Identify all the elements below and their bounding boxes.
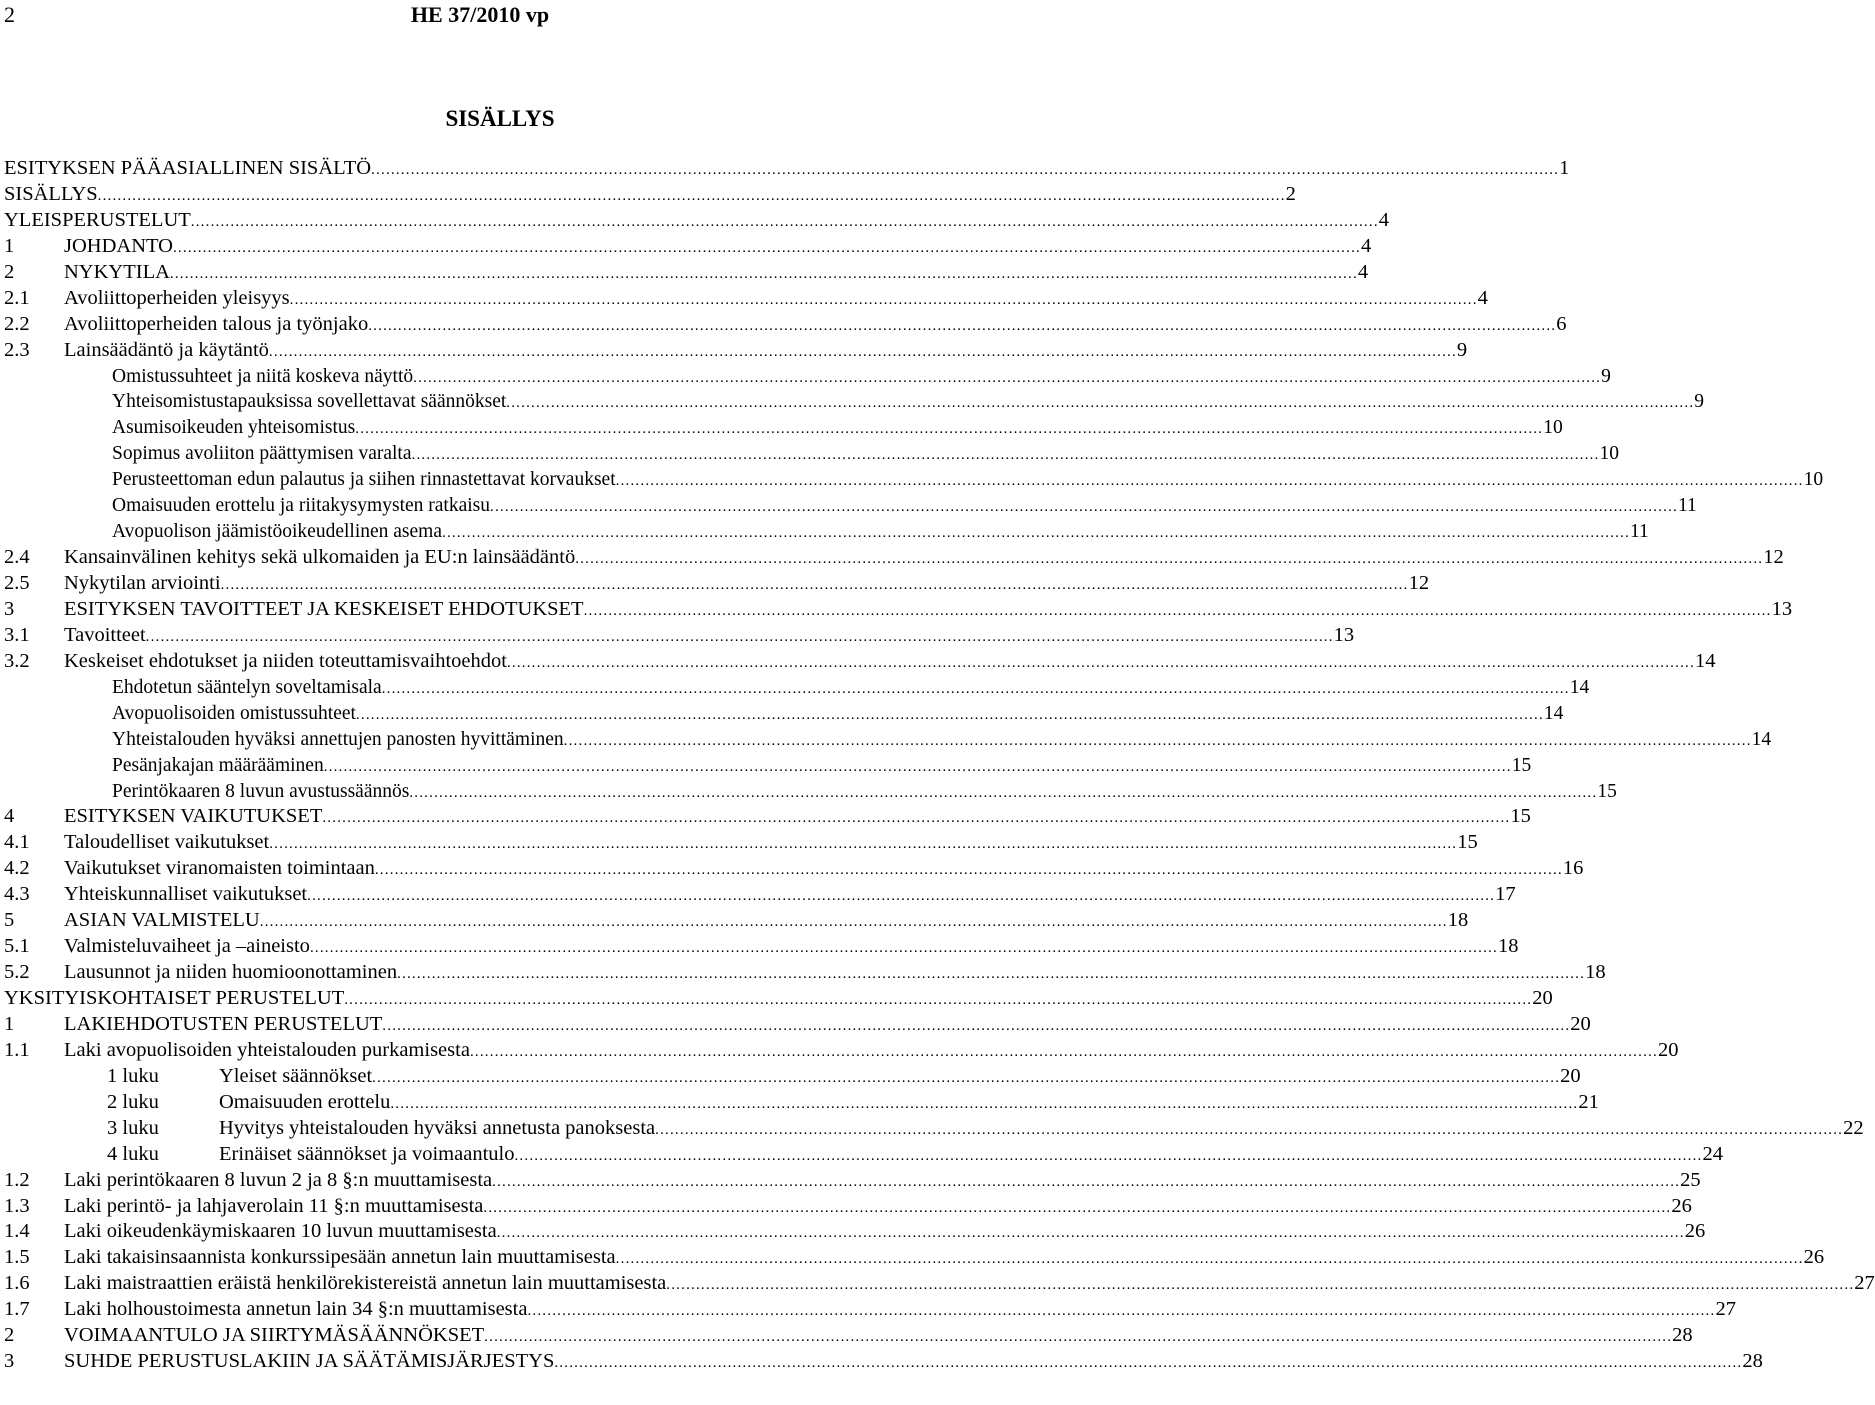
toc-entry[interactable] bbox=[4, 338, 1468, 364]
toc-entry-title: Omaisuuden erottelu ja riitakysymysten ratkaisu bbox=[112, 495, 490, 517]
toc-entry-page: 15 bbox=[1511, 754, 1532, 776]
toc-entry-title: Avopuolisoiden omistussuhteet bbox=[112, 702, 356, 724]
dot-leader bbox=[290, 288, 1478, 314]
toc-entry-page: 9 bbox=[1694, 391, 1705, 413]
toc-entry[interactable] bbox=[4, 1142, 1723, 1168]
toc-entry[interactable] bbox=[4, 493, 1697, 519]
toc-entry-page: 15 bbox=[1510, 805, 1531, 828]
toc-entry-number: 3 bbox=[4, 597, 15, 620]
dot-leader bbox=[173, 236, 1361, 262]
toc-entry[interactable] bbox=[4, 1323, 1693, 1349]
toc-entry-page: 4 bbox=[1360, 234, 1372, 257]
dot-leader bbox=[409, 781, 1597, 807]
toc-entry-page: 13 bbox=[1333, 623, 1355, 646]
toc-entry-page: 27 bbox=[1715, 1298, 1736, 1321]
dot-leader bbox=[371, 158, 1559, 184]
toc-entry-title: Perintökaaren 8 luvun avustussäännös bbox=[112, 780, 410, 802]
table-of-contents bbox=[4, 156, 1875, 1375]
toc-entry-title: Tavoitteet bbox=[64, 623, 146, 646]
dot-leader bbox=[507, 651, 1695, 677]
toc-entry-number: 3.1 bbox=[4, 623, 30, 646]
toc-entry-number: 2.2 bbox=[4, 312, 30, 335]
toc-entry-number: 1.6 bbox=[4, 1272, 30, 1295]
toc-entry[interactable] bbox=[4, 1349, 1763, 1375]
dot-leader bbox=[413, 366, 1601, 392]
toc-entry-title: Taloudelliset vaikutukset bbox=[64, 831, 270, 854]
toc-entry[interactable] bbox=[4, 571, 1430, 597]
toc-entry[interactable] bbox=[4, 1271, 1875, 1297]
dot-leader bbox=[382, 677, 1570, 703]
dot-leader bbox=[356, 703, 1544, 729]
toc-entry-page: 20 bbox=[1560, 1064, 1581, 1087]
toc-entry-title: Lausunnot ja niiden huomioonottaminen bbox=[64, 961, 398, 984]
toc-entry-page: 15 bbox=[1597, 780, 1617, 802]
toc-entry[interactable] bbox=[4, 234, 1372, 260]
toc-entry[interactable] bbox=[4, 1168, 1701, 1194]
toc-entry-title: YKSITYISKOHTAISET PERUSTELUT bbox=[4, 987, 345, 1009]
toc-entry-title: SISÄLLYS bbox=[4, 182, 98, 205]
dot-leader bbox=[666, 1273, 1854, 1299]
dot-leader bbox=[269, 340, 1457, 366]
toc-entry[interactable] bbox=[4, 286, 1488, 312]
toc-entry-number: 1.1 bbox=[4, 1038, 30, 1061]
dot-leader bbox=[269, 832, 1457, 858]
toc-entry-number: 2 luku bbox=[107, 1090, 159, 1113]
toc-entry[interactable] bbox=[4, 649, 1716, 675]
toc-entry[interactable] bbox=[4, 312, 1567, 338]
toc-entry-number: 1 bbox=[4, 234, 15, 257]
dot-leader bbox=[382, 1014, 1570, 1040]
toc-entry-number: 4 luku bbox=[107, 1142, 159, 1165]
toc-entry[interactable] bbox=[4, 856, 1584, 882]
toc-entry-page: 26 bbox=[1671, 1194, 1692, 1217]
toc-entry-title: NYKYTILA bbox=[64, 260, 170, 283]
toc-entry-page: 18 bbox=[1585, 961, 1606, 984]
dot-leader bbox=[310, 936, 1498, 962]
toc-entry-number: 1 luku bbox=[107, 1064, 159, 1087]
dot-leader bbox=[146, 625, 1334, 651]
toc-entry[interactable] bbox=[4, 389, 1705, 415]
toc-entry-title: Avopuolison jäämistöoikeudellinen asema bbox=[112, 521, 442, 543]
toc-entry-number: 5.2 bbox=[4, 961, 30, 984]
toc-entry-page: 14 bbox=[1694, 649, 1716, 672]
toc-entry-page: 26 bbox=[1684, 1220, 1706, 1243]
dot-leader bbox=[483, 1196, 1671, 1222]
dot-leader bbox=[324, 755, 1512, 781]
toc-entry[interactable] bbox=[4, 986, 1553, 1012]
toc-entry[interactable] bbox=[4, 830, 1478, 856]
toc-entry-page: 28 bbox=[1742, 1350, 1763, 1373]
toc-entry-title: ESITYKSEN VAIKUTUKSET bbox=[64, 805, 323, 828]
toc-entry-page: 17 bbox=[1495, 883, 1516, 906]
toc-entry[interactable] bbox=[4, 804, 1531, 830]
page-header bbox=[0, 0, 960, 30]
page-number: 2 bbox=[4, 2, 15, 27]
toc-entry-title: Nykytilan arviointi bbox=[64, 572, 221, 594]
toc-entry-title: Perusteettoman edun palautus ja siihen rinnastettavat korvaukset bbox=[112, 469, 616, 491]
toc-entry-title: Kansainvälinen kehitys sekä ulkomaiden ja EU:n lainsäädäntö bbox=[64, 546, 576, 569]
document-id: HE 37/2010 vp bbox=[410, 2, 550, 27]
toc-entry-page: 20 bbox=[1570, 1012, 1591, 1035]
toc-entry-page: 10 bbox=[1599, 443, 1619, 465]
dot-leader bbox=[170, 262, 1358, 288]
toc-entry[interactable] bbox=[4, 519, 1649, 545]
toc-entry[interactable] bbox=[4, 1064, 1581, 1090]
toc-entry[interactable] bbox=[4, 753, 1532, 779]
toc-entry-page: 18 bbox=[1447, 909, 1469, 932]
dot-leader bbox=[490, 495, 1678, 521]
toc-entry-title: YLEISPERUSTELUT bbox=[4, 208, 191, 231]
dot-leader bbox=[344, 988, 1532, 1014]
toc-entry-number: 2 bbox=[4, 260, 15, 283]
toc-entry-number: 4 bbox=[4, 805, 15, 828]
toc-entry-title: Hyvitys yhteistalouden hyväksi annetusta panoksesta bbox=[219, 1116, 656, 1139]
toc-entry-page: 20 bbox=[1657, 1038, 1679, 1061]
dot-leader bbox=[412, 443, 1600, 469]
toc-entry[interactable] bbox=[4, 1219, 1706, 1245]
toc-entry-number: 3 bbox=[4, 1350, 15, 1373]
toc-entry-page: 9 bbox=[1456, 338, 1468, 361]
toc-entry[interactable] bbox=[4, 208, 1390, 234]
toc-entry[interactable] bbox=[4, 1012, 1591, 1038]
toc-entry-page: 18 bbox=[1497, 935, 1519, 958]
dot-leader bbox=[554, 1351, 1742, 1377]
toc-entry[interactable] bbox=[4, 1297, 1736, 1323]
dot-leader bbox=[564, 729, 1752, 755]
toc-entry-number: 5.1 bbox=[4, 935, 30, 958]
toc-entry[interactable] bbox=[4, 1245, 1825, 1271]
toc-entry-title: Laki oikeudenkäymiskaaren 10 luvun muuttamisesta bbox=[64, 1220, 497, 1243]
toc-entry[interactable] bbox=[4, 364, 1611, 390]
toc-entry-page: 4 bbox=[1378, 208, 1390, 231]
toc-entry-page: 24 bbox=[1702, 1142, 1723, 1165]
dot-leader bbox=[355, 417, 1543, 443]
page-title: SISÄLLYS bbox=[445, 106, 555, 131]
toc-entry-page: 21 bbox=[1578, 1090, 1599, 1113]
dot-leader bbox=[191, 210, 1379, 236]
toc-entry-number: 4.3 bbox=[4, 883, 30, 906]
toc-entry-number: 5 bbox=[4, 909, 15, 932]
dot-leader bbox=[484, 1325, 1672, 1351]
toc-entry-page: 6 bbox=[1556, 312, 1567, 335]
toc-entry-number: 4.2 bbox=[4, 857, 30, 880]
toc-entry[interactable] bbox=[4, 597, 1793, 623]
toc-entry[interactable] bbox=[4, 415, 1563, 441]
dot-leader bbox=[368, 314, 1556, 340]
toc-entry-number: 2.5 bbox=[4, 572, 30, 594]
toc-entry-title: Erinäiset säännökset ja voimaantulo bbox=[219, 1142, 515, 1165]
toc-entry-page: 4 bbox=[1477, 286, 1488, 309]
toc-entry[interactable] bbox=[4, 882, 1516, 908]
dot-leader bbox=[527, 1299, 1715, 1325]
toc-entry-title: Laki perintö- ja lahjaverolain 11 §:n muuttamisesta bbox=[64, 1194, 484, 1217]
toc-entry[interactable] bbox=[4, 260, 1369, 286]
toc-entry-page: 25 bbox=[1680, 1168, 1701, 1191]
toc-entry-page: 14 bbox=[1543, 702, 1564, 724]
toc-entry[interactable] bbox=[4, 727, 1772, 753]
toc-entry-title: ESITYKSEN TAVOITTEET JA KESKEISET EHDOTUKSET bbox=[64, 597, 584, 620]
dot-leader bbox=[375, 858, 1563, 884]
toc-entry-number: 2.1 bbox=[4, 286, 30, 309]
toc-entry[interactable] bbox=[4, 623, 1355, 649]
toc-entry-page: 12 bbox=[1763, 546, 1784, 569]
toc-entry-page: 16 bbox=[1562, 857, 1584, 880]
dot-leader bbox=[497, 1221, 1685, 1247]
dot-leader bbox=[655, 1118, 1843, 1144]
toc-entry[interactable] bbox=[4, 779, 1617, 805]
toc-entry[interactable] bbox=[4, 467, 1824, 493]
toc-entry[interactable] bbox=[4, 545, 1784, 571]
toc-entry[interactable] bbox=[4, 1038, 1679, 1064]
toc-entry-title: ASIAN VALMISTELU bbox=[64, 909, 260, 932]
toc-entry[interactable] bbox=[4, 156, 1570, 182]
dot-leader bbox=[98, 184, 1286, 210]
toc-entry-number: 1.4 bbox=[4, 1220, 30, 1243]
toc-entry[interactable] bbox=[4, 441, 1619, 467]
toc-entry-number: 2 bbox=[4, 1324, 15, 1347]
toc-entry-title: Yleiset säännökset bbox=[219, 1064, 373, 1087]
toc-entry-number: 3.2 bbox=[4, 649, 30, 672]
dot-leader bbox=[575, 547, 1763, 573]
toc-entry[interactable] bbox=[4, 908, 1469, 934]
dot-leader bbox=[584, 599, 1772, 625]
toc-entry-page: 14 bbox=[1751, 728, 1772, 750]
toc-entry[interactable] bbox=[4, 182, 1296, 208]
toc-entry-title: Ehdotetun sääntelyn soveltamisala bbox=[112, 676, 382, 698]
dot-leader bbox=[492, 1170, 1680, 1196]
toc-entry-title: Avoliittoperheiden talous ja työnjako bbox=[64, 312, 369, 335]
toc-entry[interactable] bbox=[4, 1116, 1864, 1142]
toc-entry-title: Avoliittoperheiden yleisyys bbox=[64, 286, 290, 309]
toc-entry-page: 20 bbox=[1532, 987, 1553, 1009]
toc-entry-title: ESITYKSEN PÄÄASIALLINEN SISÄLTÖ bbox=[4, 157, 372, 179]
toc-entry-page: 22 bbox=[1843, 1116, 1864, 1139]
toc-entry-title: SUHDE PERUSTUSLAKIIN JA SÄÄTÄMISJÄRJESTYS bbox=[64, 1350, 555, 1373]
toc-entry-title: Sopimus avoliiton päättymisen varalta bbox=[112, 443, 412, 465]
toc-entry-number: 2.4 bbox=[4, 546, 30, 569]
toc-entry[interactable] bbox=[4, 960, 1606, 986]
toc-entry-title: Laki takaisinsaannista konkurssipesään annetun lain muuttamisesta bbox=[64, 1246, 616, 1269]
toc-entry-number: 1.7 bbox=[4, 1298, 30, 1321]
toc-entry-title: Valmisteluvaiheet ja –aineisto bbox=[64, 935, 310, 958]
dot-leader bbox=[616, 469, 1804, 495]
dot-leader bbox=[322, 806, 1510, 832]
toc-entry-page: 15 bbox=[1457, 831, 1478, 854]
toc-entry-page: 4 bbox=[1357, 260, 1369, 283]
toc-entry-title: Keskeiset ehdotukset ja niiden toteuttamisvaihtoehdot bbox=[64, 649, 507, 672]
toc-entry[interactable] bbox=[4, 701, 1564, 727]
toc-entry[interactable] bbox=[4, 675, 1590, 701]
toc-entry-number: 1.3 bbox=[4, 1194, 30, 1217]
toc-entry-page: 2 bbox=[1285, 182, 1296, 205]
toc-entry-page: 11 bbox=[1678, 495, 1697, 517]
toc-entry-page: 28 bbox=[1672, 1324, 1693, 1347]
dot-leader bbox=[221, 573, 1409, 599]
toc-entry-page: 12 bbox=[1408, 572, 1430, 594]
dot-leader bbox=[514, 1144, 1702, 1170]
toc-entry-page: 11 bbox=[1630, 521, 1649, 543]
dot-leader bbox=[470, 1040, 1658, 1066]
dot-leader bbox=[397, 962, 1585, 988]
toc-entry-number: 3 luku bbox=[107, 1116, 159, 1139]
toc-entry-title: JOHDANTO bbox=[64, 234, 173, 257]
toc-entry-title: LAKIEHDOTUSTEN PERUSTELUT bbox=[64, 1012, 383, 1035]
toc-entry-page: 10 bbox=[1803, 469, 1824, 491]
dot-leader bbox=[442, 521, 1630, 547]
toc-entry-number: 4.1 bbox=[4, 831, 30, 854]
toc-entry-title: Laki maistraattien eräistä henkilörekistereistä annetun lain muuttamisesta bbox=[64, 1272, 667, 1295]
dot-leader bbox=[616, 1247, 1804, 1273]
toc-entry-title: Omaisuuden erottelu bbox=[219, 1090, 391, 1113]
toc-entry-title: Yhteisomistustapauksissa sovellettavat säännökset bbox=[112, 391, 507, 413]
toc-entry-title: Laki avopuolisoiden yhteistalouden purkamisesta bbox=[64, 1038, 470, 1061]
toc-entry-number: 2.3 bbox=[4, 338, 30, 361]
toc-entry-number: 1.2 bbox=[4, 1168, 30, 1191]
toc-entry-title: Pesänjakajan määrääminen bbox=[112, 754, 324, 776]
toc-entry-title: Yhteistalouden hyväksi annettujen panosten hyvittäminen bbox=[112, 728, 564, 750]
toc-entry-page: 27 bbox=[1854, 1272, 1875, 1295]
dot-leader bbox=[307, 884, 1495, 910]
dot-leader bbox=[390, 1092, 1578, 1118]
toc-entry-title: Laki perintökaaren 8 luvun 2 ja 8 §:n muuttamisesta bbox=[64, 1168, 493, 1191]
toc-entry-page: 26 bbox=[1803, 1246, 1825, 1269]
toc-entry-page: 9 bbox=[1601, 365, 1611, 387]
toc-entry[interactable] bbox=[4, 1090, 1599, 1116]
toc-entry-title: VOIMAANTULO JA SIIRTYMÄSÄÄNNÖKSET bbox=[64, 1324, 485, 1347]
toc-entry-title: Lainsäädäntö ja käytäntö bbox=[64, 338, 269, 361]
toc-entry-number: 1 bbox=[4, 1012, 15, 1035]
toc-entry[interactable] bbox=[4, 934, 1519, 960]
toc-entry-page: 13 bbox=[1771, 597, 1793, 620]
dot-leader bbox=[506, 391, 1694, 417]
toc-entry-page: 14 bbox=[1569, 676, 1590, 698]
toc-entry-title: Laki holhoustoimesta annetun lain 34 §:n muuttamisesta bbox=[64, 1298, 528, 1321]
toc-entry[interactable] bbox=[4, 1194, 1692, 1220]
toc-entry-page: 1 bbox=[1559, 157, 1570, 179]
toc-entry-title: Vaikutukset viranomaisten toimintaan bbox=[64, 857, 375, 880]
dot-leader bbox=[260, 910, 1448, 936]
toc-entry-number: 1.5 bbox=[4, 1246, 30, 1269]
toc-entry-title: Yhteiskunnalliset vaikutukset bbox=[64, 883, 308, 906]
toc-entry-title: Asumisoikeuden yhteisomistus bbox=[112, 417, 356, 439]
toc-entry-title: Omistussuhteet ja niitä koskeva näyttö bbox=[112, 365, 414, 387]
dot-leader bbox=[372, 1066, 1560, 1092]
toc-entry-page: 10 bbox=[1543, 417, 1563, 439]
